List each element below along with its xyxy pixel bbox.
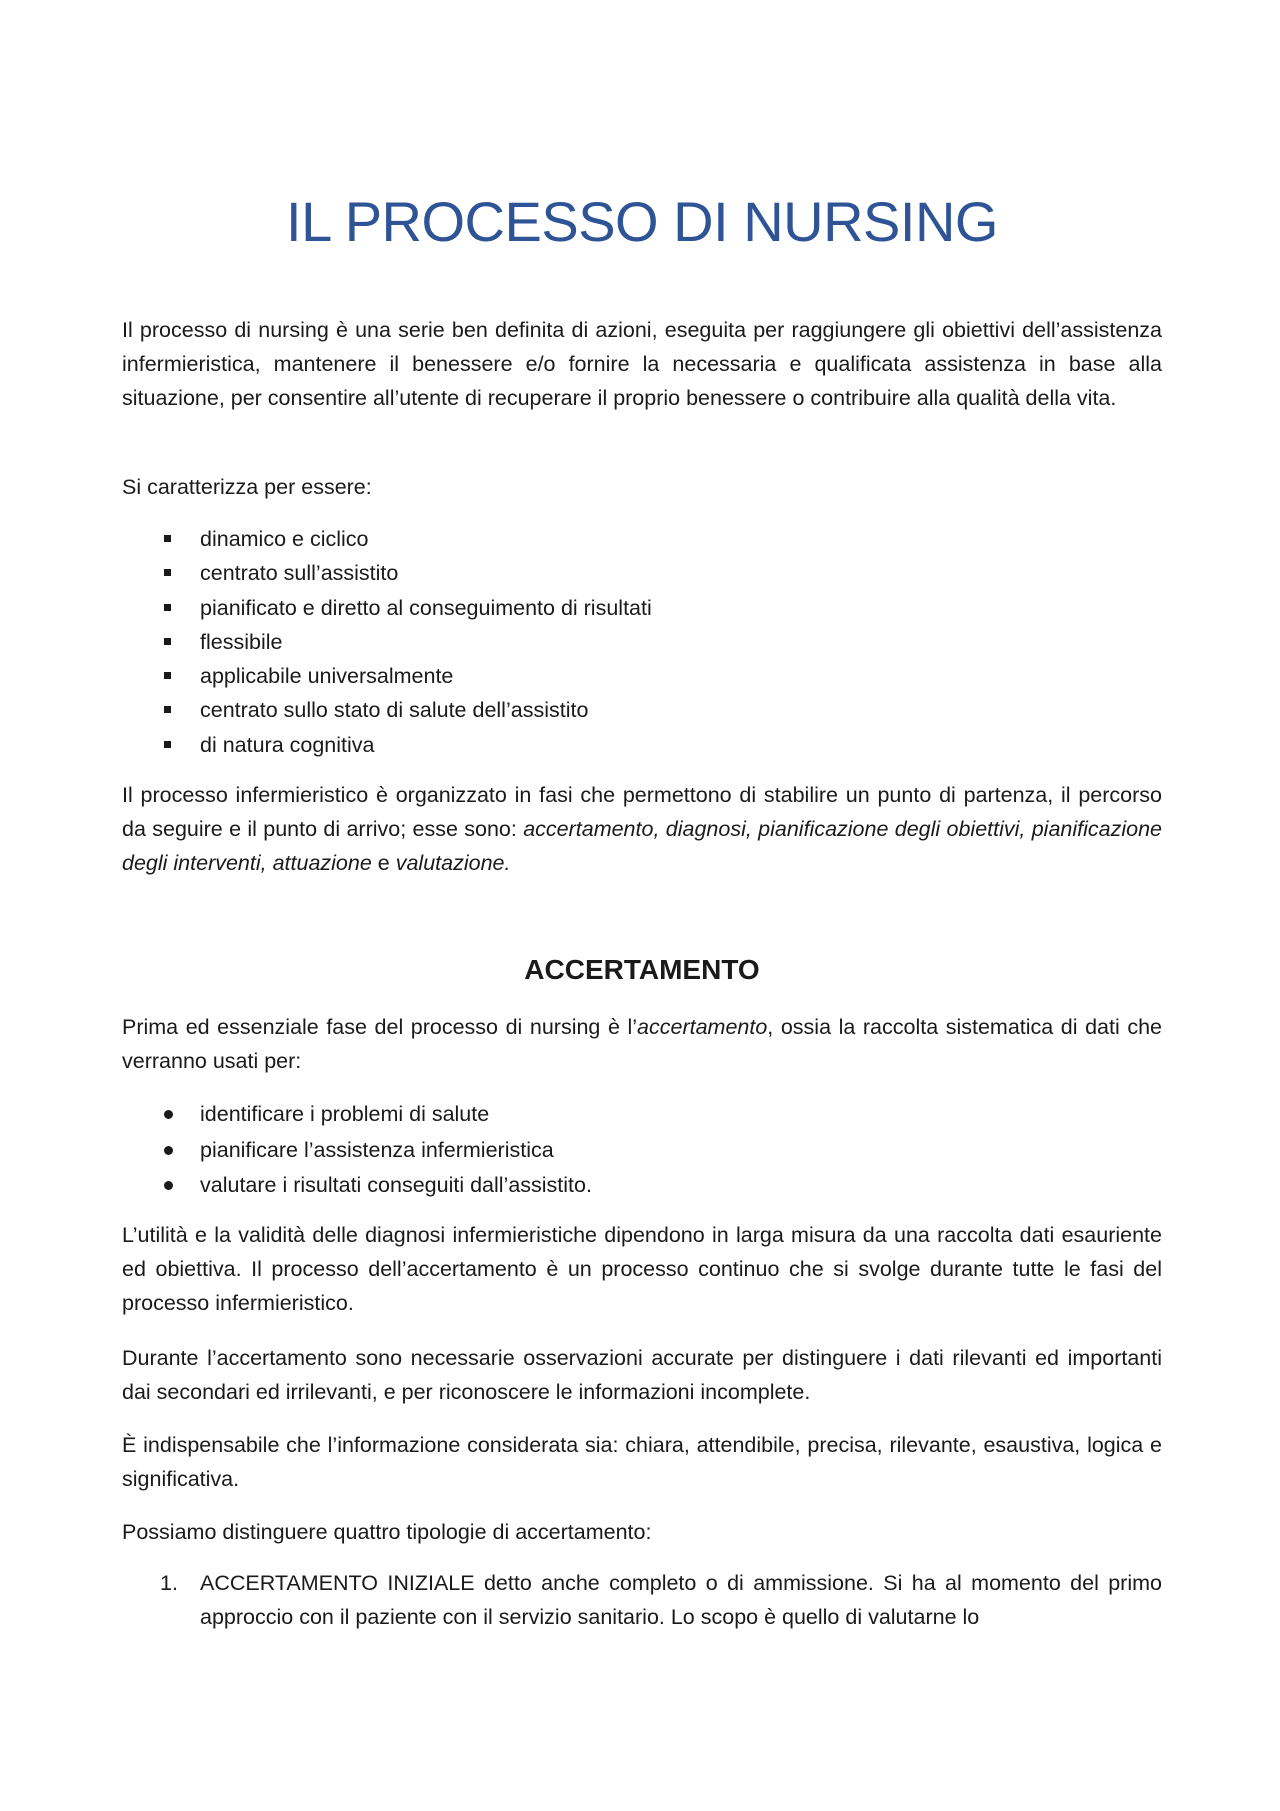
characteristics-intro: Si caratterizza per essere: bbox=[122, 475, 372, 499]
square-bullet-icon bbox=[164, 535, 171, 542]
section-heading-accertamento: ACCERTAMENTO bbox=[524, 954, 760, 985]
list-item: applicabile universalmente bbox=[122, 659, 1162, 693]
intro-paragraph-block bbox=[122, 313, 1162, 415]
square-bullet-icon bbox=[164, 569, 171, 576]
list-item: valutare i risultati conseguiti dall’assistito. bbox=[122, 1168, 1162, 1204]
list-item: identificare i problemi di salute bbox=[122, 1097, 1162, 1133]
square-bullet-icon bbox=[164, 672, 171, 679]
accertamento-intro-block bbox=[122, 1010, 1162, 1078]
observations-paragraph-block bbox=[122, 1341, 1162, 1409]
types-list-block bbox=[122, 1566, 1162, 1634]
round-bullet-icon bbox=[164, 1110, 173, 1119]
round-bullet-icon bbox=[164, 1146, 173, 1155]
square-bullet-icon bbox=[164, 638, 171, 645]
observations-paragraph: Durante l’accertamento sono necessarie osservazioni accurate per distinguere i dati rilevanti ed importanti dai secondari ed irrilevanti, e per riconoscere le informazioni incomplete. bbox=[122, 1346, 1162, 1404]
characteristics-intro-block bbox=[122, 470, 1162, 504]
list-item: pianificato e diretto al conseguimento di risultati bbox=[122, 591, 1162, 625]
phases-paragraph: Il processo infermieristico è organizzato in fasi che permettono di stabilire un punto di partenza, il percorso da seguire e il punto di arrivo; esse sono: accertamento, diagnosi, pianificazione degli obiettivi, pianificazione degli interventi, attuazione e valutazione. bbox=[122, 783, 1162, 875]
list-item: pianificare l’assistenza infermieristica bbox=[122, 1133, 1162, 1169]
list-item: di natura cognitiva bbox=[122, 728, 1162, 762]
information-paragraph: È indispensabile che l’informazione considerata sia: chiara, attendibile, precisa, rilevante, esaustiva, logica e significativa. bbox=[122, 1433, 1162, 1491]
accertamento-intro: Prima ed essenziale fase del processo di nursing è l’accertamento, ossia la raccolta sistematica di dati che verranno usati per: bbox=[122, 1015, 1162, 1073]
list-item: 1. ACCERTAMENTO INIZIALE detto anche completo o di ammissione. Si ha al momento del primo approccio con il paziente con il servizio sanitario. Lo scopo è quello di valutarne lo bbox=[160, 1571, 1162, 1629]
purposes-list bbox=[122, 1097, 1162, 1204]
types-intro-block bbox=[122, 1515, 1162, 1549]
types-list bbox=[122, 1566, 1162, 1634]
phases-paragraph-block bbox=[122, 778, 1162, 880]
characteristics-list bbox=[122, 522, 1162, 762]
validity-paragraph-block bbox=[122, 1218, 1162, 1320]
information-paragraph-block bbox=[122, 1428, 1162, 1496]
round-bullet-icon bbox=[164, 1181, 173, 1190]
square-bullet-icon bbox=[164, 741, 171, 748]
intro-paragraph: Il processo di nursing è una serie ben definita di azioni, eseguita per raggiungere gli obiettivi dell’assistenza infermieristica, mantenere il benessere e/o fornire la necessaria e qualificata assistenza in base alla situazione, per consentire all’utente di recuperare il proprio benessere o contribuire alla qualità della vita. bbox=[122, 318, 1162, 410]
validity-paragraph: L’utilità e la validità delle diagnosi infermieristiche dipendono in larga misura da una raccolta dati esauriente ed obiettiva. Il processo dell’accertamento è un processo continuo che si svolge durante tutte le fasi del processo infermieristico. bbox=[122, 1223, 1162, 1315]
document-title: IL PROCESSO DI NURSING bbox=[286, 190, 998, 253]
list-item: flessibile bbox=[122, 625, 1162, 659]
square-bullet-icon bbox=[164, 604, 171, 611]
purposes-list-block bbox=[122, 1097, 1162, 1204]
list-item: centrato sull’assistito bbox=[122, 556, 1162, 590]
list-item: centrato sullo stato di salute dell’assistito bbox=[122, 693, 1162, 727]
list-item: dinamico e ciclico bbox=[122, 522, 1162, 556]
types-intro: Possiamo distinguere quattro tipologie di accertamento: bbox=[122, 1520, 652, 1544]
characteristics-list-block bbox=[122, 522, 1162, 762]
square-bullet-icon bbox=[164, 706, 171, 713]
